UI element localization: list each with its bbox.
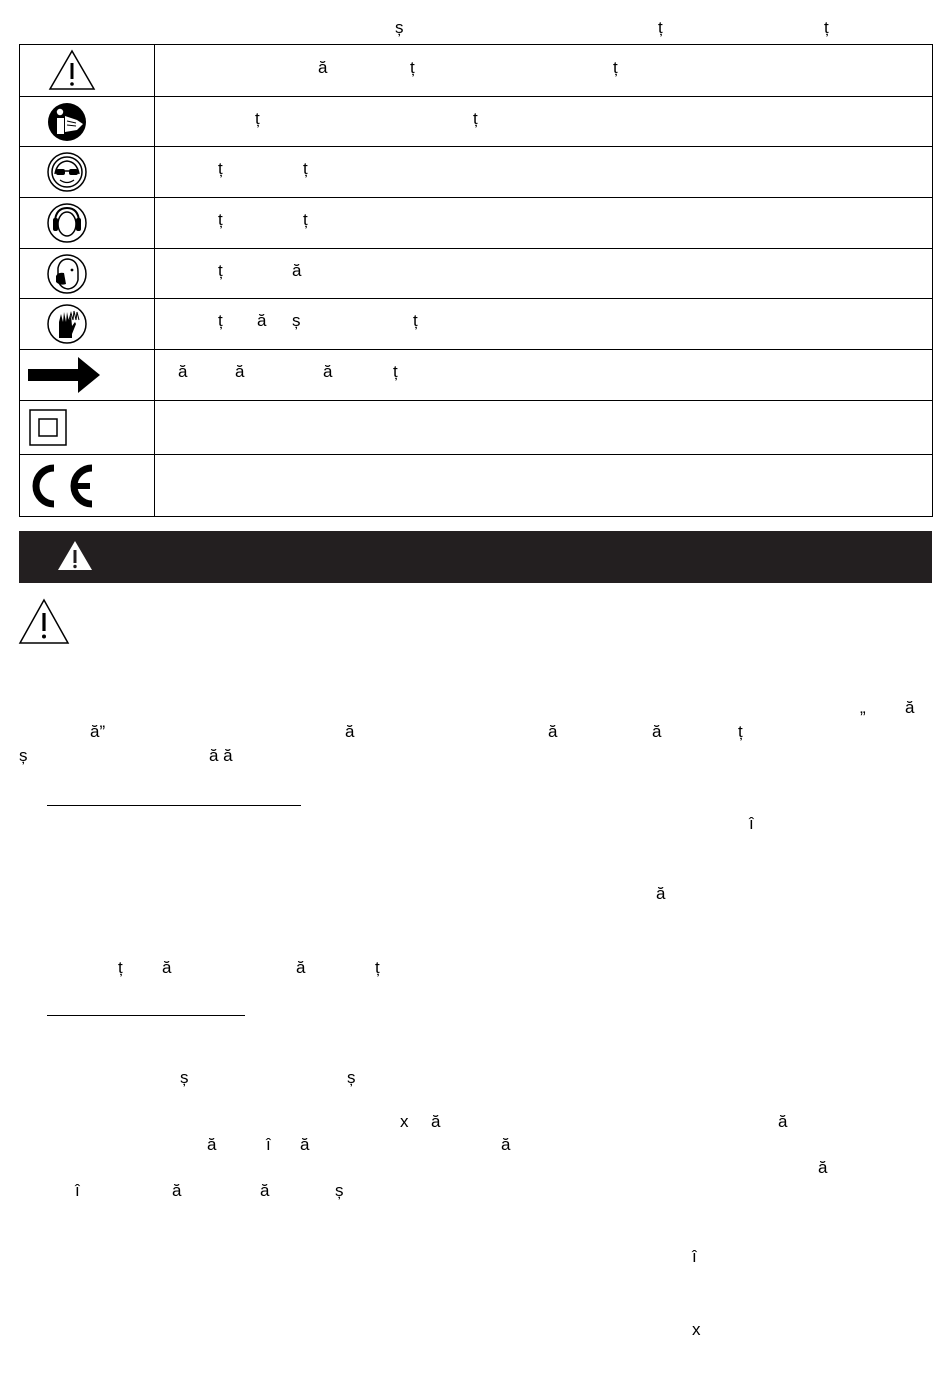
text-fragment: ț xyxy=(658,18,663,37)
symbol-description xyxy=(155,299,932,349)
text-fragment: ă xyxy=(345,722,355,741)
text-fragment: ă xyxy=(778,1112,788,1131)
eye-protection-icon xyxy=(20,148,154,197)
symbol-row-arrow xyxy=(20,350,933,401)
text-fragment: ș xyxy=(395,18,404,37)
arrow-right-icon xyxy=(20,351,154,400)
gloves-icon xyxy=(20,300,154,349)
symbol-text-cell xyxy=(155,97,933,147)
text-fragment: ă xyxy=(652,722,662,741)
text-fragment: ț xyxy=(303,159,308,178)
read-manual-icon xyxy=(20,98,154,146)
symbol-description xyxy=(155,97,932,146)
symbol-description xyxy=(155,455,932,516)
text-fragment: ț xyxy=(303,210,308,229)
text-fragment: î xyxy=(692,1247,697,1266)
symbol-text-cell xyxy=(155,350,933,401)
text-fragment: ț xyxy=(410,58,415,77)
symbol-text-cell xyxy=(155,45,933,97)
text-fragment: ă xyxy=(905,698,915,717)
text-fragment: ă xyxy=(318,58,328,77)
text-fragment: ț xyxy=(375,958,380,977)
text-fragment: ă ă xyxy=(209,746,233,765)
text-fragment: î xyxy=(75,1181,80,1200)
symbol-icon-cell xyxy=(20,455,155,517)
warning-banner xyxy=(19,531,932,583)
text-fragment: ț xyxy=(218,159,223,178)
text-fragment: ă xyxy=(257,311,267,330)
symbol-description xyxy=(155,401,932,454)
ce-mark-icon xyxy=(20,456,154,516)
section-underline xyxy=(47,805,301,806)
symbol-row-gloves xyxy=(20,299,933,350)
symbol-description xyxy=(155,147,932,197)
text-fragment: ț xyxy=(738,722,743,741)
symbol-row-manual xyxy=(20,97,933,147)
text-fragment: ă xyxy=(501,1135,511,1154)
text-fragment: ș xyxy=(292,311,301,330)
text-fragment: ă xyxy=(818,1158,828,1177)
symbol-description xyxy=(155,249,932,298)
symbol-text-cell xyxy=(155,249,933,299)
text-fragment: ș xyxy=(180,1068,189,1087)
warning-triangle-icon xyxy=(20,46,154,96)
text-fragment: ă xyxy=(548,722,558,741)
symbol-row-insulation xyxy=(20,401,933,455)
text-fragment: ș xyxy=(347,1068,356,1087)
text-fragment: î xyxy=(266,1135,271,1154)
symbol-row-eye xyxy=(20,147,933,198)
section-underline xyxy=(47,1015,245,1016)
text-fragment: ț xyxy=(218,210,223,229)
symbol-text-cell xyxy=(155,198,933,249)
text-fragment: ă xyxy=(172,1181,182,1200)
warning-triangle-icon xyxy=(18,597,74,647)
symbol-description xyxy=(155,350,932,400)
text-fragment: ă xyxy=(656,884,666,903)
text-fragment: ă xyxy=(207,1135,217,1154)
text-fragment: x xyxy=(692,1320,701,1339)
symbol-text-cell xyxy=(155,455,933,517)
symbol-icon-cell xyxy=(20,45,155,97)
symbol-table xyxy=(19,44,933,517)
text-fragment: ț xyxy=(218,261,223,280)
symbol-icon-cell xyxy=(20,97,155,147)
text-fragment: ț xyxy=(613,58,618,77)
text-fragment: ă xyxy=(178,362,188,381)
symbol-row-warning xyxy=(20,45,933,97)
symbol-description xyxy=(155,45,932,96)
text-fragment: ă xyxy=(260,1181,270,1200)
warning-triangle-icon xyxy=(56,538,96,574)
symbol-text-cell xyxy=(155,401,933,455)
text-fragment: ă xyxy=(296,958,306,977)
text-fragment: ț xyxy=(413,311,418,330)
text-fragment: ț xyxy=(824,18,829,37)
text-fragment: ă” xyxy=(90,722,106,741)
double-insulation-icon xyxy=(20,402,154,454)
text-fragment: ț xyxy=(255,109,260,128)
symbol-icon-cell xyxy=(20,401,155,455)
text-fragment: ă xyxy=(235,362,245,381)
symbol-description xyxy=(155,198,932,248)
symbol-text-cell xyxy=(155,147,933,198)
symbol-row-mask xyxy=(20,249,933,299)
text-fragment: ă xyxy=(292,261,302,280)
symbol-icon-cell xyxy=(20,299,155,350)
text-fragment: ă xyxy=(300,1135,310,1154)
text-fragment: x xyxy=(400,1112,409,1131)
text-fragment: î xyxy=(749,814,754,833)
text-fragment: „ xyxy=(860,698,866,717)
ear-protection-icon xyxy=(20,199,154,248)
text-fragment: ă xyxy=(323,362,333,381)
dust-mask-icon xyxy=(20,250,154,298)
symbol-row-ear xyxy=(20,198,933,249)
symbol-icon-cell xyxy=(20,147,155,198)
text-fragment: ș xyxy=(19,746,28,765)
symbol-icon-cell xyxy=(20,249,155,299)
symbol-icon-cell xyxy=(20,350,155,401)
text-fragment: ă xyxy=(162,958,172,977)
symbol-icon-cell xyxy=(20,198,155,249)
text-fragment: ț xyxy=(393,362,398,381)
text-fragment: ț xyxy=(118,958,123,977)
text-fragment: ș xyxy=(335,1181,344,1200)
symbol-row-ce xyxy=(20,455,933,517)
text-fragment: ț xyxy=(218,311,223,330)
text-fragment: ă xyxy=(431,1112,441,1131)
text-fragment: ț xyxy=(473,109,478,128)
symbol-text-cell xyxy=(155,299,933,350)
